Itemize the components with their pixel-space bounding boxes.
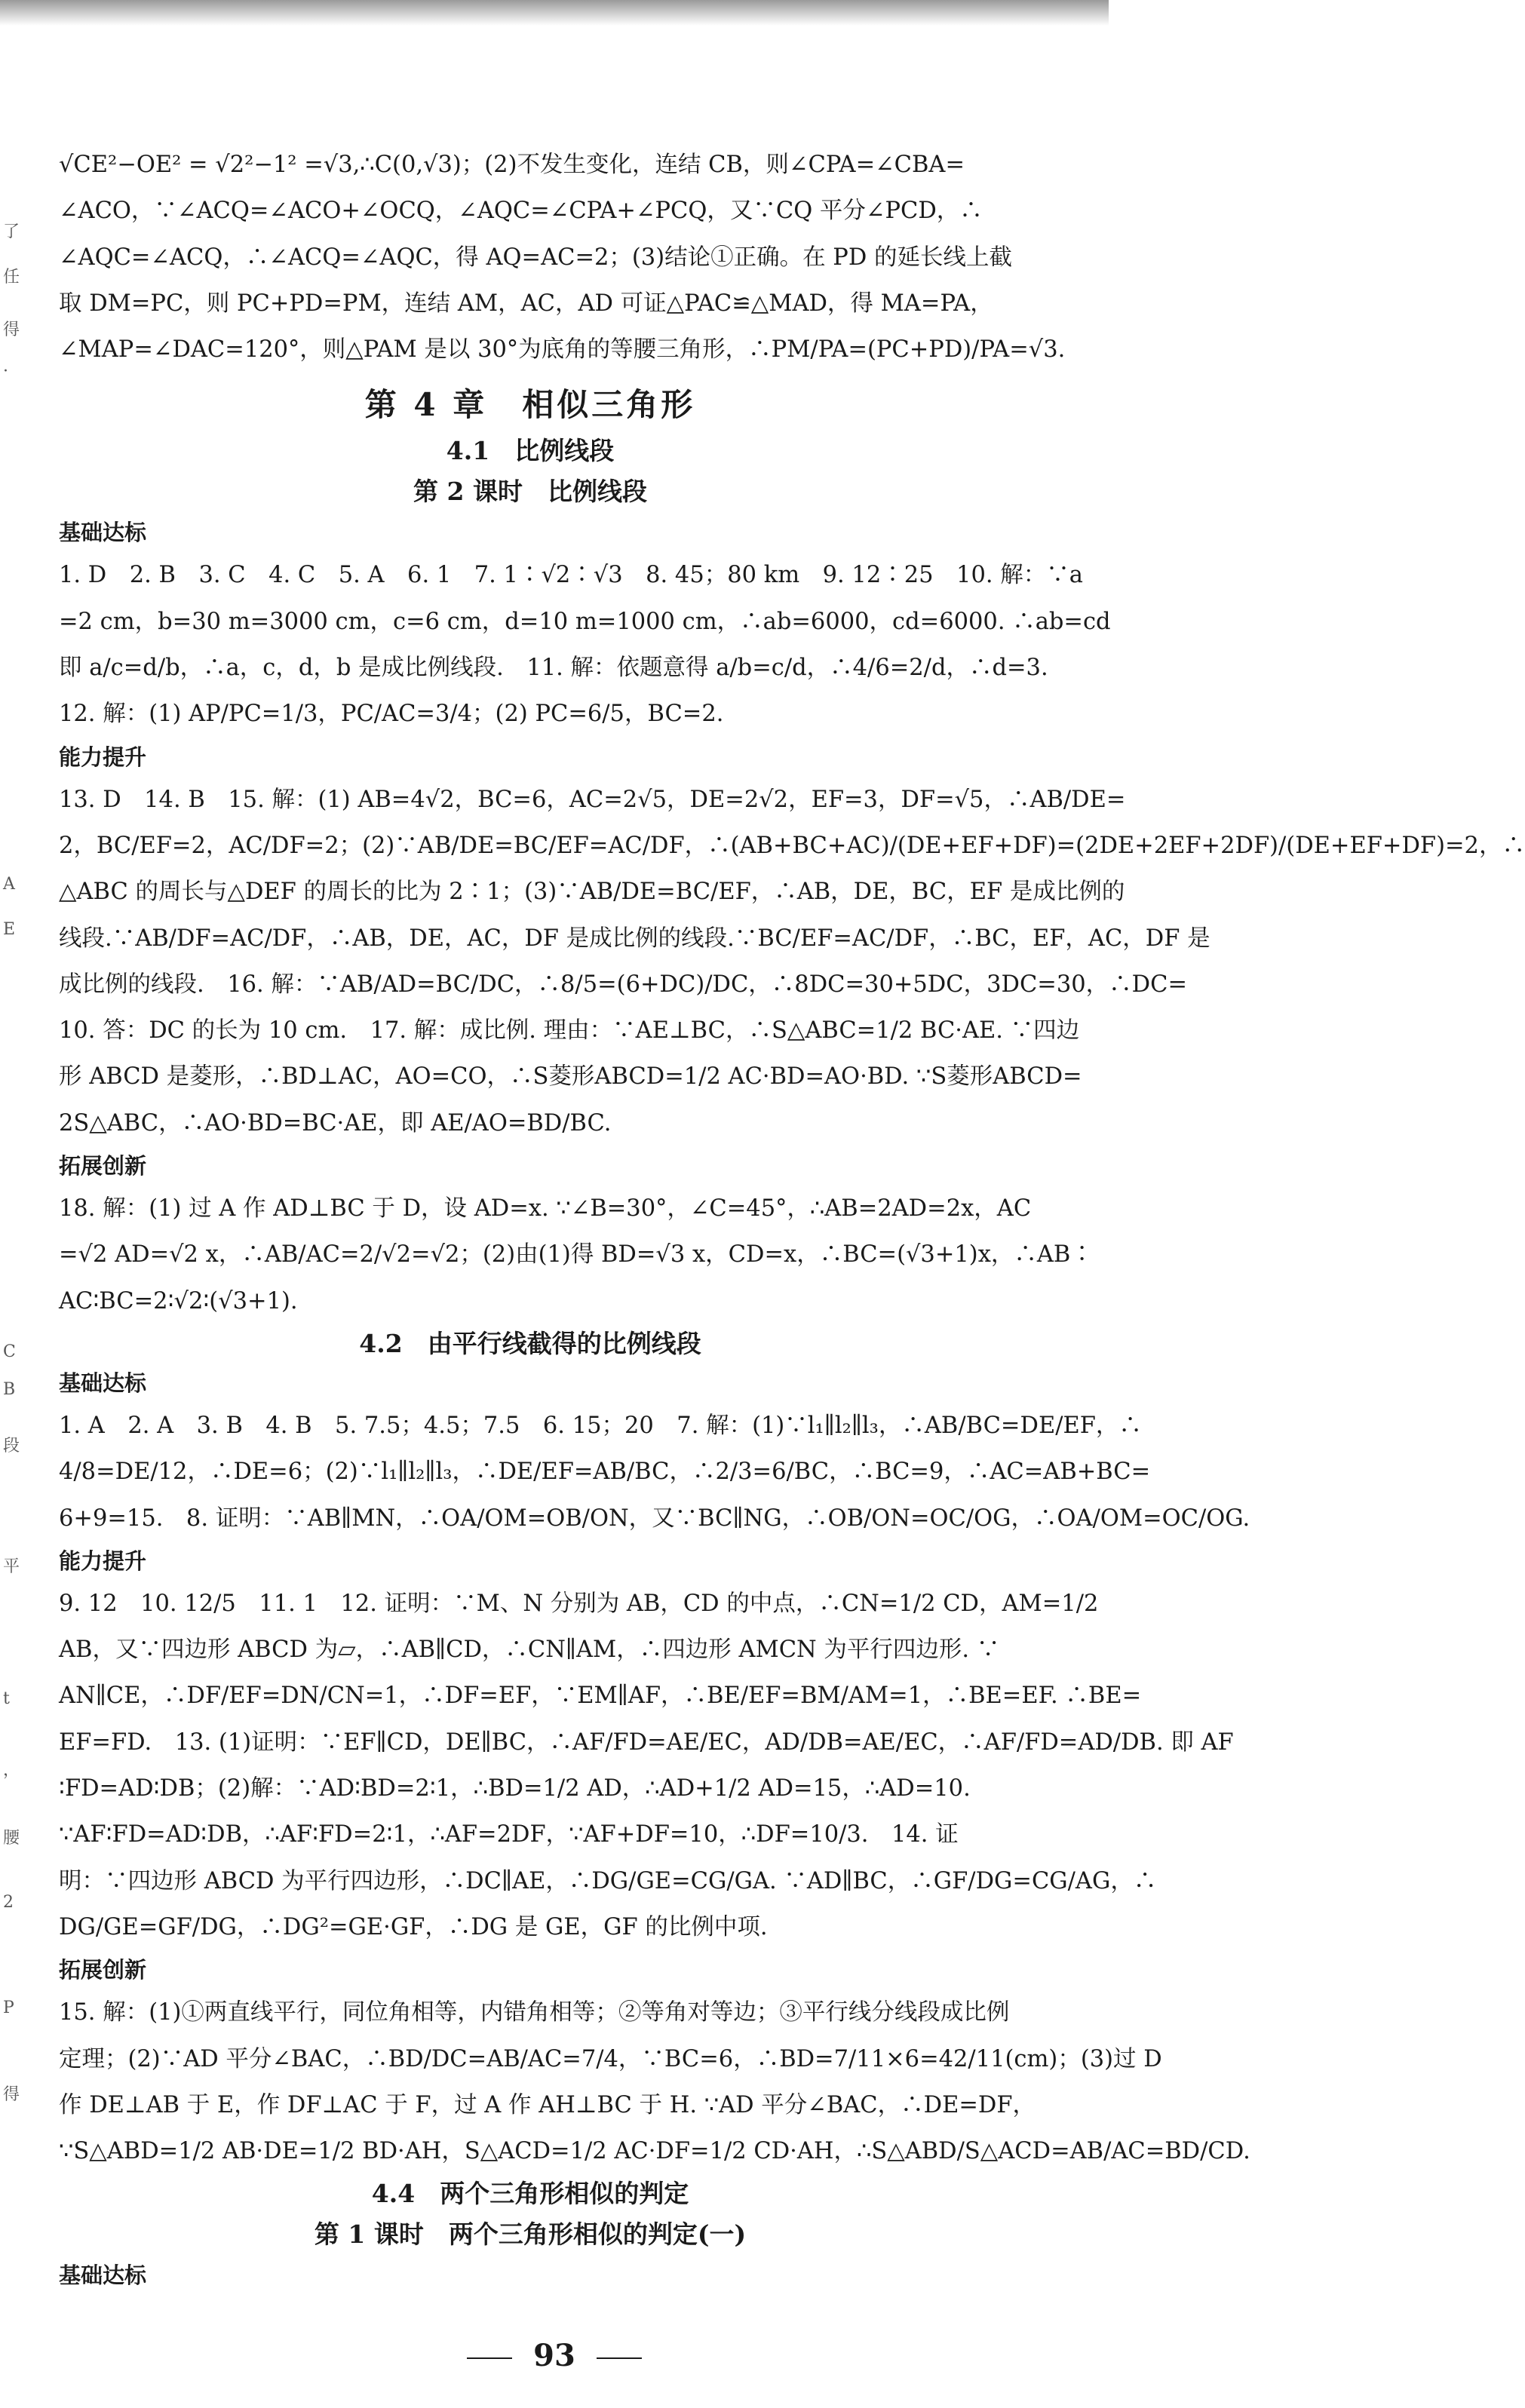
side-mark: · — [3, 362, 8, 381]
side-mark: 了 — [3, 222, 20, 241]
answer-line: 作 DE⊥AB 于 E，作 DF⊥AC 于 F，过 A 作 AH⊥BC 于 H. ∵AD 平分∠BAC，∴DE=DF， — [59, 2091, 1036, 2118]
answer-line: ∵AF∶FD=AD∶DB，∴AF∶FD=2∶1，∴AF=2DF，∵AF+DF=10，∴DF=10/3. 14. 证 — [59, 1821, 959, 1848]
side-mark: ， — [3, 1761, 20, 1780]
answer-line: 9. 12 10. 12/5 11. 1 12. 证明：∵M、N 分别为 AB，CD 的中点，∴CN=1/2 CD，AM=1/2 — [59, 1590, 1099, 1617]
answer-line: DG/GE=GF/DG，∴DG²=GE·GF，∴DG 是 GE，GF 的比例中项. — [59, 1913, 768, 1940]
page-number-text: 93 — [533, 2338, 575, 2373]
side-mark: 得 — [3, 321, 20, 339]
side-mark: 腰 — [3, 1829, 20, 1848]
answer-line: ∵S△ABD=1/2 AB·DE=1/2 BD·AH，S△ACD=1/2 AC·DF=1/2 CD·AH，∴S△ABD/S△ACD=AB/AC=BD/CD. — [59, 2138, 1250, 2165]
answer-line: 1. A 2. A 3. B 4. B 5. 7.5；4.5；7.5 6. 15；20 7. 解：(1)∵l₁∥l₂∥l₃，∴AB/BC=DE/EF，∴ — [59, 1412, 1142, 1439]
section-title: 4.2 由平行线截得的比例线段 — [359, 1328, 701, 1358]
answer-line: AN∥CE，∴DF/EF=DN/CN=1，∴DF=EF，∵EM∥AF，∴BE/EF=BM/AM=1，∴BE=EF. ∴BE= — [59, 1683, 1142, 1710]
intro-line: 取 DM=PC，则 PC+PD=PM，连结 AM，AC，AD 可证△PAC≌△MAD，得 MA=PA， — [59, 290, 993, 317]
answer-line: =√2 AD=√2 x，∴AB/AC=2/√2=√2；(2)由(1)得 BD=√3 x，CD=x，∴BC=(√3+1)x，∴AB∶ — [59, 1241, 1094, 1268]
answer-line: 2，BC/EF=2，AC/DF=2；(2)∵AB/DE=BC/EF=AC/DF，∴(AB+BC+AC)/(DE+EF+DF)=(2DE+2EF+2DF)/(DE+EF+DF)=2，∴ — [59, 832, 1525, 859]
answer-line: 12. 解：(1) AP/PC=1/3，PC/AC=3/4；(2) PC=6/5，BC=2. — [59, 701, 724, 728]
side-mark: 得 — [3, 2085, 20, 2104]
answer-line: 18. 解：(1) 过 A 作 AD⊥BC 于 D，设 AD=x. ∵∠B=30°，∠C=45°，∴AB=2AD=2x，AC — [59, 1195, 1032, 1222]
answer-line: 形 ABCD 是菱形，∴BD⊥AC，AO=CO，∴S菱形ABCD=1/2 AC·BD=AO·BD. ∵S菱形ABCD= — [59, 1063, 1082, 1091]
answer-line: 15. 解：(1)①两直线平行，同位角相等，内错角相等；②等角对等边；③平行线分线段成比例 — [59, 1999, 1010, 2026]
chapter-title: 第 4 章 相似三角形 — [364, 386, 696, 424]
answer-line: 13. D 14. B 15. 解：(1) AB=4√2，BC=6，AC=2√5，DE=2√2，EF=3，DF=√5，∴AB/DE= — [59, 786, 1126, 813]
side-mark: 平 — [3, 1557, 20, 1576]
ability-label: 能力提升 — [59, 1548, 147, 1574]
answer-line: 1. D 2. B 3. C 4. C 5. A 6. 1 7. 1∶√2∶√3 8. 45；80 km 9. 12∶25 10. 解：∵a — [59, 562, 1083, 589]
answer-line: ∶FD=AD∶DB；(2)解：∵AD∶BD=2∶1，∴BD=1/2 AD，∴AD+1/2 AD=15，∴AD=10. — [59, 1775, 971, 1802]
basic-label: 基础达标 — [59, 2262, 147, 2289]
answer-line: 6+9=15. 8. 证明：∵AB∥MN，∴OA/OM=OB/ON，又∵BC∥NG，∴OB/ON=OC/OG，∴OA/OM=OC/OG. — [59, 1505, 1250, 1532]
answer-line: 4/8=DE/12，∴DE=6；(2)∵l₁∥l₂∥l₃，∴DE/EF=AB/BC，∴2/3=6/BC，∴BC=9，∴AC=AB+BC= — [59, 1459, 1151, 1486]
answer-line: 明：∵四边形 ABCD 为平行四边形，∴DC∥AE，∴DG/GE=CG/GA. ∵AD∥BC，∴GF/DG=CG/AG，∴ — [59, 1867, 1157, 1894]
lesson-title: 第 2 课时 比例线段 — [413, 477, 647, 507]
side-mark: B — [3, 1380, 16, 1399]
extension-label: 拓展创新 — [59, 1153, 147, 1179]
answer-line: 2S△ABC，∴AO·BD=BC·AE，即 AE/AO=BD/BC. — [59, 1109, 612, 1137]
side-mark: E — [3, 920, 16, 939]
side-mark: A — [3, 875, 15, 894]
answer-line: 即 a/c=d/b，∴a，c，d，b 是成比例线段. 11. 解：依题意得 a/b=c/d，∴4/6=2/d，∴d=3. — [59, 655, 1048, 682]
top-edge-shadow — [0, 0, 1109, 26]
intro-line: √CE²−OE² = √2²−1² =√3,∴C(0,√3)；(2)不发生变化，连结 CB，则∠CPA=∠CBA= — [59, 152, 965, 178]
section-title: 4.4 两个三角形相似的判定 — [371, 2179, 689, 2209]
side-mark: 2 — [3, 1893, 14, 1912]
answer-line: △ABC 的周长与△DEF 的周长的比为 2∶1；(3)∵AB/DE=BC/EF，∴AB，DE，BC，EF 是成比例的 — [59, 879, 1125, 906]
page-number-dash — [597, 2357, 642, 2359]
section-title: 4.1 比例线段 — [446, 436, 615, 466]
answer-line: 10. 答：DC 的长为 10 cm. 17. 解：成比例. 理由：∵AE⊥BC，∴S△ABC=1/2 BC·AE. ∵四边 — [59, 1017, 1080, 1044]
answer-line: EF=FD. 13. (1)证明：∵EF∥CD，DE∥BC，∴AF/FD=AE/EC，AD/DB=AE/EC，∴AF/FD=AD/DB. 即 AF — [59, 1729, 1234, 1756]
intro-line: ∠MAP=∠DAC=120°，则△PAM 是以 30°为底角的等腰三角形，∴PM/PA=(PC+PD)/PA=√3. — [59, 336, 1066, 364]
intro-line: ∠AQC=∠ACQ，∴∠ACQ=∠AQC，得 AQ=AC=2；(3)结论①正确。在 PD 的延长线上截 — [59, 244, 1012, 271]
answer-line: 定理；(2)∵AD 平分∠BAC，∴BD/DC=AB/AC=7/4，∵BC=6，∴BD=7/11×6=42/11(cm)；(3)过 D — [59, 2045, 1162, 2072]
answer-line: 线段.∵AB/DF=AC/DF，∴AB，DE，AC，DF 是成比例的线段.∵BC/EF=AC/DF，∴BC，EF，AC，DF 是 — [59, 925, 1210, 952]
side-mark: C — [3, 1342, 16, 1361]
side-mark: 任 — [3, 268, 20, 287]
left-margin-bleed — [0, 45, 23, 2308]
page-number — [0, 2338, 1109, 2373]
answer-line: AB，又∵四边形 ABCD 为▱，∴AB∥CD，∴CN∥AM，∴四边形 AMCN 为平行四边形. ∵ — [59, 1637, 1000, 1664]
answer-line: 成比例的线段. 16. 解：∵AB/AD=BC/DC，∴8/5=(6+DC)/DC，∴8DC=30+5DC，3DC=30，∴DC= — [59, 971, 1188, 998]
extension-label: 拓展创新 — [59, 1957, 147, 1983]
basic-label: 基础达标 — [59, 1370, 147, 1396]
intro-line: ∠ACO，∵∠ACQ=∠ACO+∠OCQ，∠AQC=∠CPA+∠PCQ，又∵CQ 平分∠PCD，∴ — [59, 198, 983, 225]
side-mark: t — [3, 1689, 10, 1708]
side-mark: 段 — [3, 1437, 20, 1456]
answer-line: =2 cm，b=30 m=3000 cm，c=6 cm，d=10 m=1000 cm，∴ab=6000，cd=6000. ∴ab=cd — [59, 608, 1111, 635]
answer-line: AC∶BC=2∶√2∶(√3+1). — [59, 1287, 298, 1314]
answer-content — [59, 142, 1525, 2295]
lesson-title: 第 1 课时 两个三角形相似的判定(一) — [314, 2219, 747, 2250]
side-mark: P — [3, 1998, 14, 2017]
page-number-dash — [467, 2357, 512, 2359]
basic-label: 基础达标 — [59, 520, 147, 546]
ability-label: 能力提升 — [59, 744, 147, 770]
